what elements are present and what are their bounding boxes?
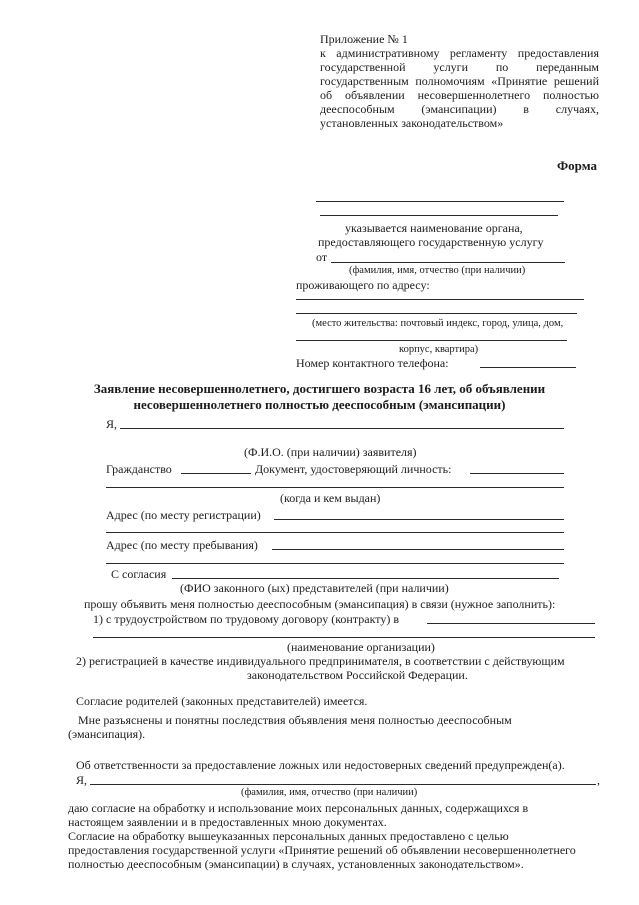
appendix-title: Приложение № 1 (320, 32, 408, 46)
residing-label: проживающего по адресу: (296, 278, 430, 292)
fio-hint-2: (фамилия, имя, отчество (при наличии) (241, 787, 418, 798)
reg-address-line[interactable] (274, 519, 564, 520)
appendix-line-5: дееспособным (эмансипации) в случаях, (320, 102, 599, 116)
consent-line-4: предоставления государственной услуги «Принятие решений об объявлении несовершеннолетнего (68, 843, 576, 857)
request-text: прошу объявить меня полностью дееспособным (эмансипация) в связи (нужное заполнить): (84, 597, 556, 611)
i-label: Я, (106, 417, 118, 431)
from-label: от (316, 250, 328, 264)
explained-line-1: Мне разъяснены и понятны последствия объявления меня полностью дееспособным (78, 713, 512, 727)
consent-line-5: полностью дееспособным (эмансипации) в случаях, установленных законодательством». (68, 857, 524, 871)
consent-line-1: даю согласие на обработку и использование моих персональных данных, содержащихся в (68, 801, 529, 815)
stay-address-line-2[interactable] (106, 563, 564, 564)
legal-reps-hint: (ФИО законного (ых) представителей (при наличии) (180, 581, 449, 595)
appendix-line-1: к административному регламенту предоставления (320, 46, 599, 60)
item-2-line-1: 2) регистрацией в качестве индивидуального предпринимателя, в соответствии с действующим (76, 654, 565, 668)
legal-reps-line[interactable] (172, 578, 559, 579)
organ-line-2[interactable] (320, 215, 558, 216)
applicant-name-line[interactable] (331, 262, 565, 263)
reg-address-label: Адрес (по месту регистрации) (106, 508, 261, 522)
citizenship-label: Гражданство (106, 462, 172, 476)
address-line-3[interactable] (296, 340, 567, 341)
explained-line-2: (эмансипация). (68, 727, 146, 741)
appendix-line-3: государственным полномочиям «Принятие решений (320, 74, 599, 88)
address-hint-1: (место жительства: почтовый индекс, город, улица, дом, (312, 318, 564, 329)
appendix-line-4: об объявлении несовершеннолетнего полностью (320, 88, 599, 102)
id-document-line[interactable] (470, 473, 564, 474)
employer-line[interactable] (427, 623, 595, 624)
liability-text: Об ответственности за предоставление ложных или недостоверных сведений предупрежден(а). (76, 758, 565, 772)
phone-label: Номер контактного телефона: (296, 356, 449, 370)
citizenship-line[interactable] (181, 473, 251, 474)
parents-consent-text: Согласие родителей (законных представителей) имеется. (76, 694, 368, 708)
applicant-fio-line[interactable] (120, 428, 564, 429)
id-document-line-2[interactable] (106, 487, 564, 488)
item-2-line-2: законодательством Российской Федерации. (247, 668, 468, 682)
issued-hint: (когда и кем выдан) (280, 491, 381, 505)
id-document-label: Документ, удостоверяющий личность: (255, 462, 452, 476)
with-consent-label: С согласия (111, 567, 167, 581)
i-label-2: Я, (76, 773, 88, 787)
fio-applicant-hint: (Ф.И.О. (при наличии) заявителя) (244, 445, 417, 459)
org-name-hint: (наименование организации) (287, 640, 435, 654)
consent-line-3: Согласие на обработку вышеуказанных персональных данных предоставлено с целью (68, 829, 509, 843)
comma: , (597, 773, 600, 787)
document-title-line-1: Заявление несовершеннолетнего, достигшего возраста 16 лет, об объявлении (93, 381, 546, 396)
employer-line-2[interactable] (93, 637, 595, 638)
address-line-2[interactable] (296, 313, 577, 314)
fio-hint: (фамилия, имя, отчество (при наличии) (349, 265, 526, 276)
item-1-text: 1) с трудоустройством по трудовому договору (контракту) в (93, 612, 399, 626)
organ-hint-1: указывается наименование органа, (345, 221, 523, 235)
consent-fio-line[interactable] (90, 784, 596, 785)
reg-address-line-2[interactable] (106, 532, 564, 533)
address-line-1[interactable] (296, 299, 584, 300)
form-label: Форма (557, 158, 597, 173)
address-hint-2: корпус, квартира) (399, 344, 479, 355)
appendix-line-2: государственной услуги по переданным (320, 60, 599, 74)
organ-hint-2: предоставляющего государственную услугу (318, 235, 544, 249)
appendix-line-6: установленных законодательством» (320, 116, 504, 130)
consent-line-2: настоящем заявлении и в предоставленных мною документах. (68, 815, 387, 829)
stay-address-label: Адрес (по месту пребывания) (106, 538, 258, 552)
organ-line-1[interactable] (316, 201, 564, 202)
phone-line[interactable] (480, 367, 576, 368)
document-title-line-2: несовершеннолетнего полностью дееспособным (эмансипации) (133, 397, 506, 412)
stay-address-line[interactable] (272, 549, 564, 550)
